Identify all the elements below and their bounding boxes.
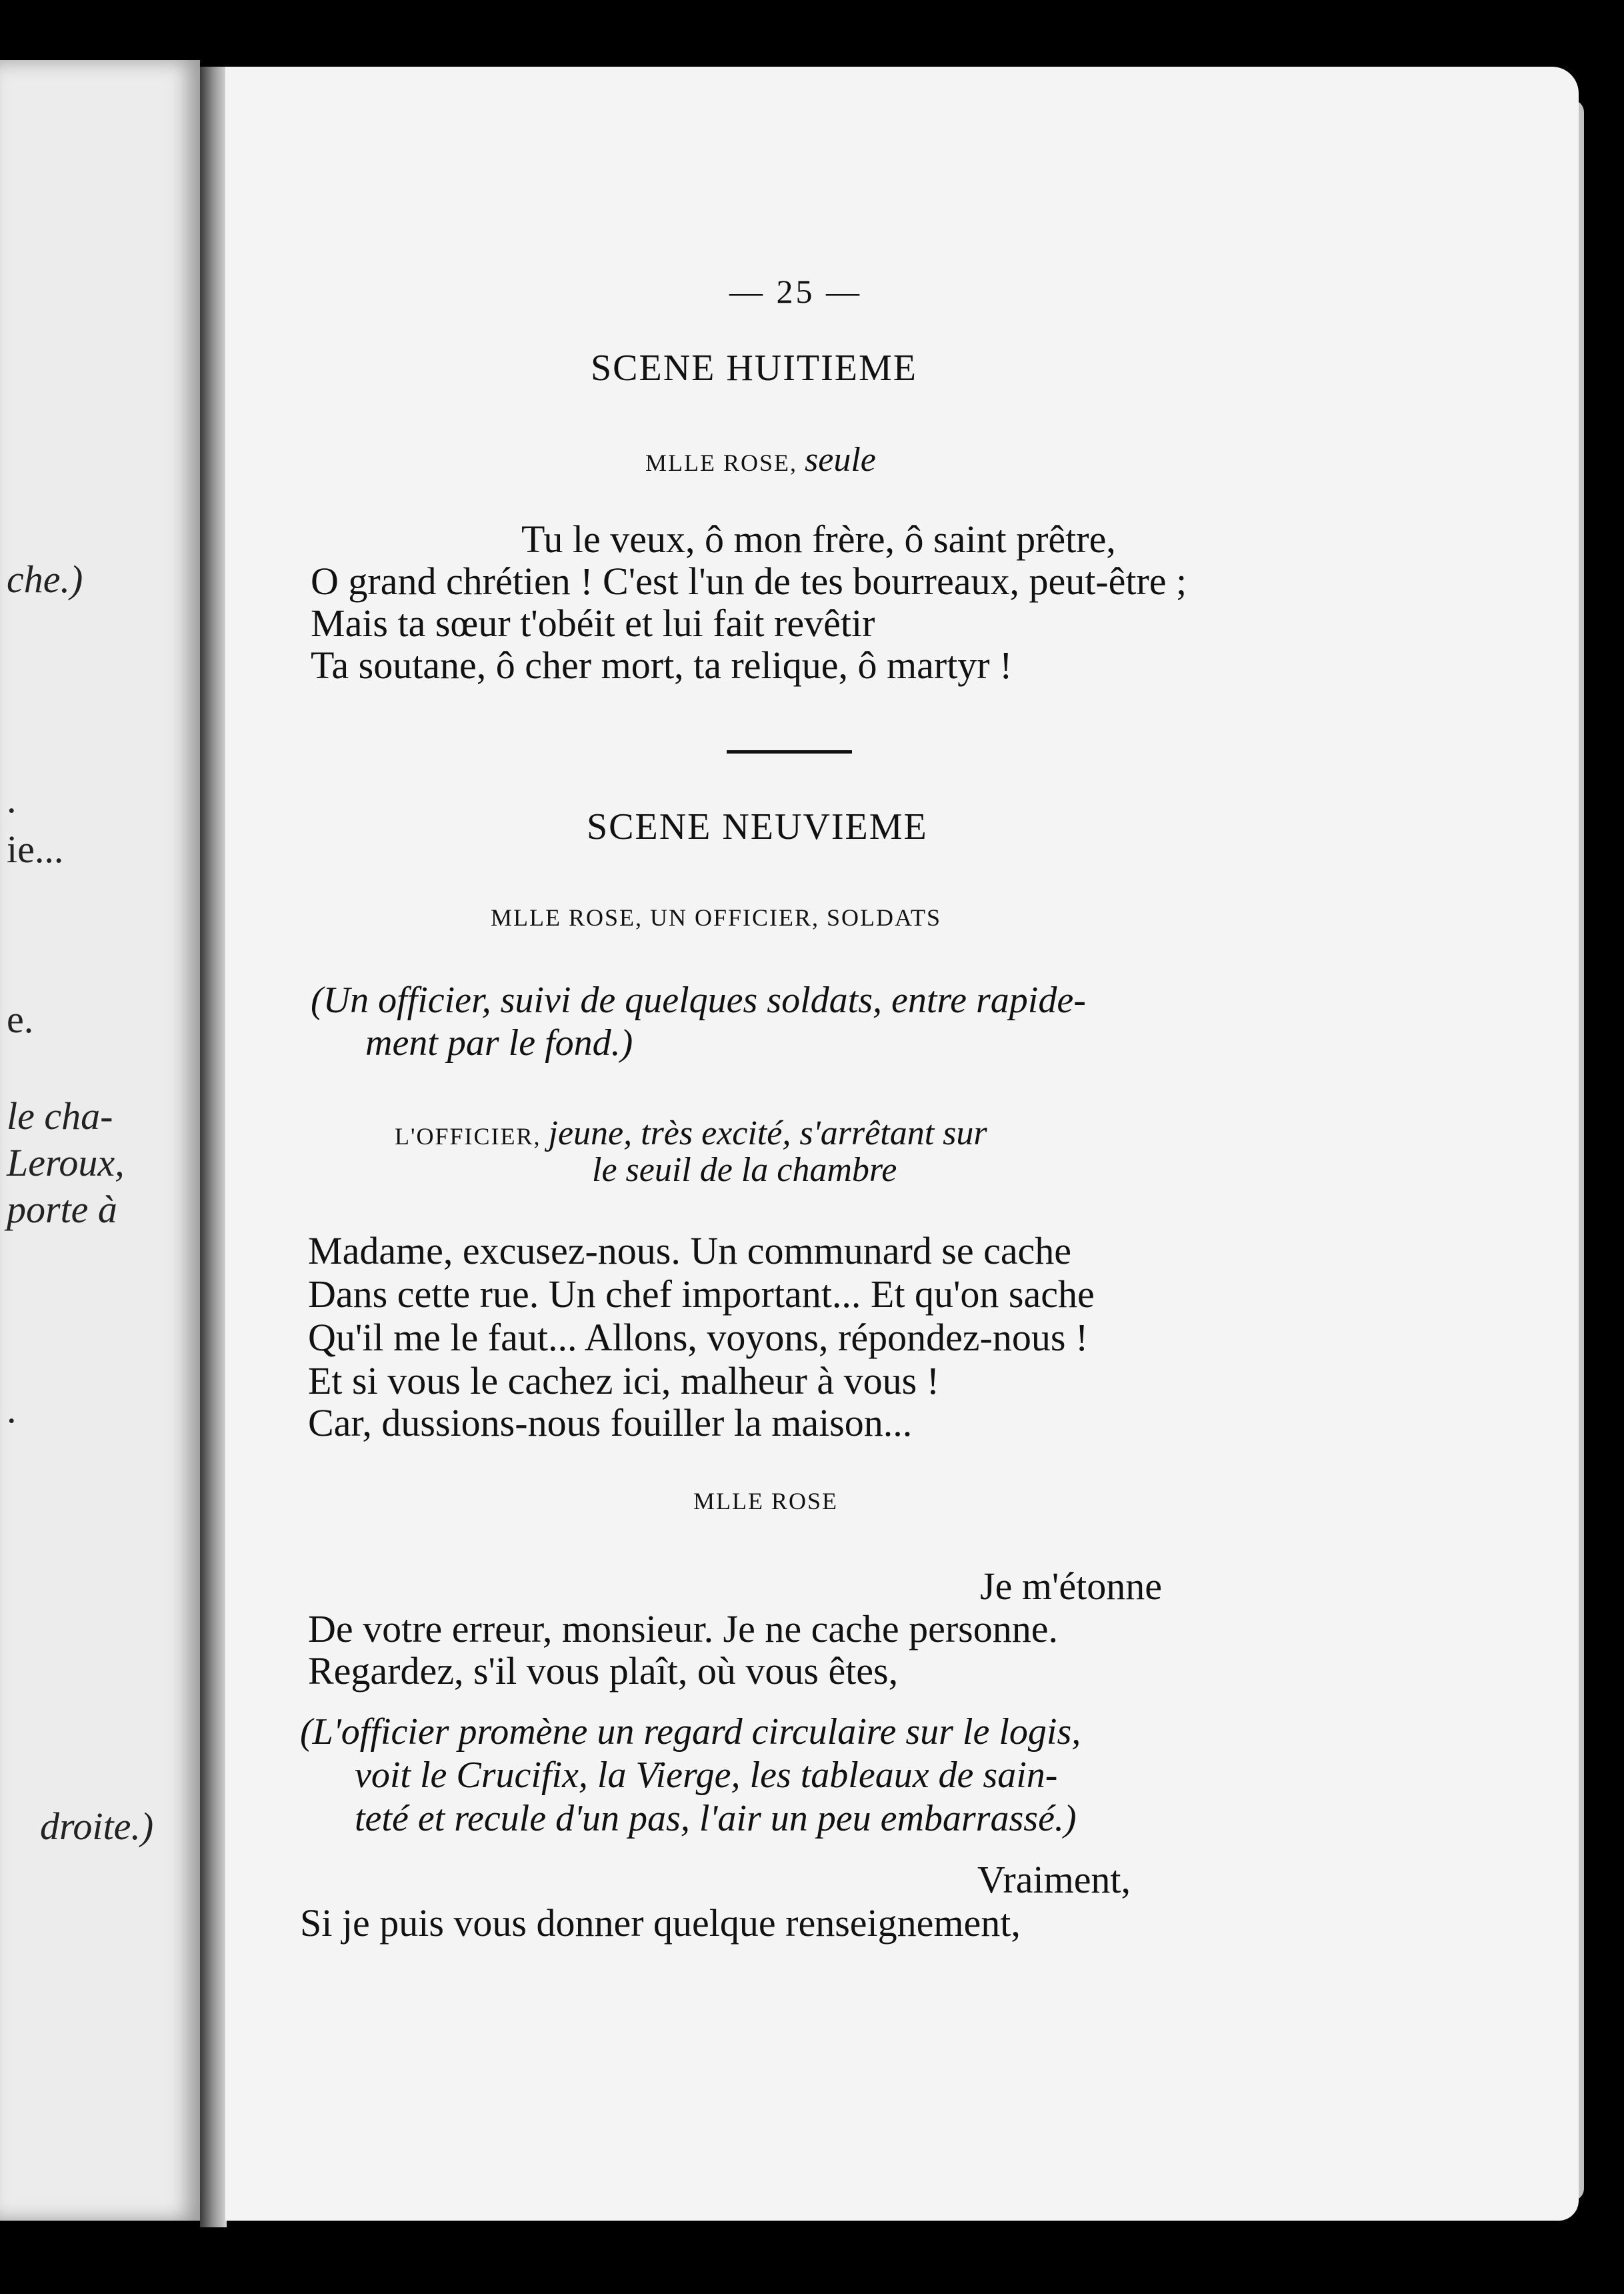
left-fragment: che.) [7,557,83,601]
cast-note: seule [805,441,876,479]
verse-line: Ta soutane, ô cher mort, ta relique, ô martyr ! [311,644,1013,687]
verse-line: Qu'il me le faut... Allons, voyons, répondez-nous ! [308,1316,1089,1359]
stage-direction: (Un officier, suivi de quelques soldats, entre rapide- [311,980,1086,1021]
verse-line: Et si vous le cachez ici, malheur à vous ! [308,1359,940,1402]
verse-line: Vraiment, [977,1858,1131,1901]
left-fragment: ie... [7,828,64,871]
stage-direction: voit le Crucifix, la Vierge, les tableaux de sain- [355,1755,1058,1796]
verse-line: Mais ta sœur t'obéit et lui fait revêtir [311,602,875,645]
cast-line [645,440,876,479]
cast-line: MLLE ROSE, UN OFFICIER, SOLDATS [491,904,942,931]
page-number: — 25 — [729,273,862,310]
left-fragment: . [7,778,17,821]
cast-names: MLLE ROSE, [645,449,798,476]
left-fragment: e. [7,998,34,1041]
scene-title: SCENE NEUVIEME [587,806,928,848]
left-fragment: Leroux, [7,1141,125,1184]
verse-line: Regardez, s'il vous plaît, où vous êtes, [308,1649,899,1692]
speaker-name: L'OFFICIER, [395,1123,541,1150]
previous-page [0,60,200,2221]
verse-line: Tu le veux, ô mon frère, ô saint prêtre, [521,517,1116,561]
stage-direction: teté et recule d'un pas, l'air un peu embarrassé.) [355,1798,1077,1839]
book-gutter [200,67,227,2227]
left-fragment: . [7,1388,17,1431]
stage-direction: (L'officier promène un regard circulaire sur le logis, [300,1711,1081,1753]
verse-line: Car, dussions-nous fouiller la maison... [308,1401,913,1444]
verse-line: Si je puis vous donner quelque renseignement, [300,1901,1021,1945]
verse-line: Dans cette rue. Un chef important... Et qu'on sache [308,1272,1095,1316]
verse-line: De votre erreur, monsieur. Je ne cache personne. [308,1607,1058,1650]
stage-direction: ment par le fond.) [365,1022,633,1064]
speaker-note: le seuil de la chambre [592,1151,897,1189]
speaker-note: jeune, très excité, s'arrêtant sur [548,1114,987,1152]
verse-line: O grand chrétien ! C'est l'un de tes bourreaux, peut-être ; [311,559,1187,603]
verse-line: Je m'étonne [980,1564,1162,1608]
speaker-line [395,1114,987,1153]
left-fragment: droite.) [40,1805,154,1848]
scene-divider [727,750,852,754]
scene-title: SCENE HUITIEME [591,347,917,389]
speaker-name: MLLE ROSE [693,1488,839,1514]
verse-line: Madame, excusez-nous. Un communard se cache [308,1229,1072,1272]
left-fragment: porte à [7,1188,117,1231]
left-fragment: le cha- [7,1094,113,1138]
